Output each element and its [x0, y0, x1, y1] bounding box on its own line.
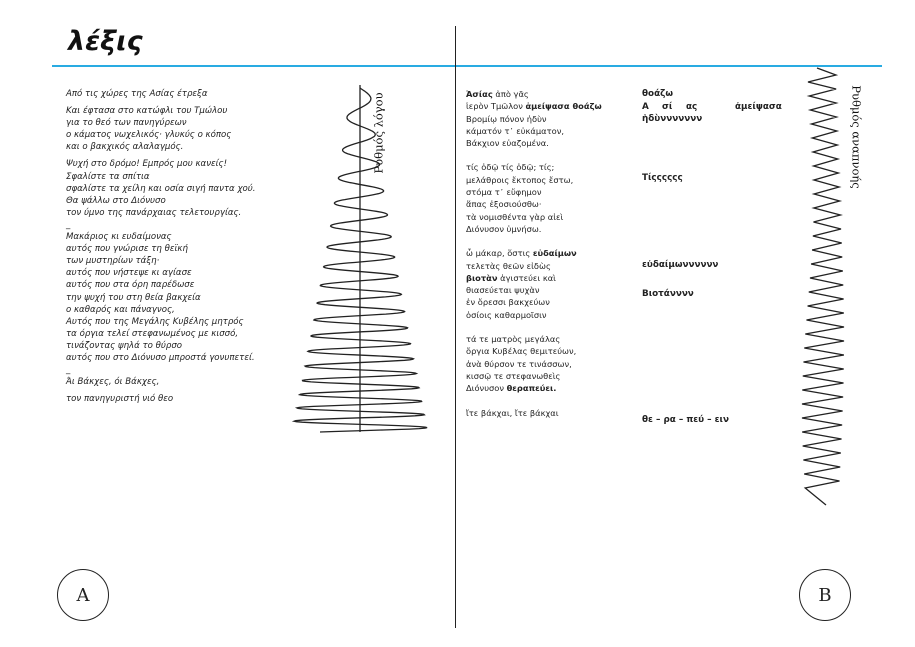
greek-line: στόμα τ᾽ εὔφημον	[466, 187, 542, 198]
poem-line: τον ύμνο της πανάρχαιας τελετουργίας.	[66, 207, 242, 218]
poem-line: τα όργια τελεί στεφανωμένος με κισσό,	[66, 328, 239, 339]
greek-line: ἐν ὄρεσσι βακχεύων	[466, 297, 550, 308]
poem-line: τον πανηγυριστή νιό θεο	[66, 394, 174, 405]
greek-line: τίς ὁδῷ τίς ὁδῷ; τίς;	[466, 162, 555, 173]
greek-line: ὦ μάκαρ, ὅστις εὐδαίμων	[466, 248, 577, 259]
poem-line: την ψυχή του στη θεία βακχεία	[66, 292, 201, 303]
greek-line: τά τε ματρὸς μεγάλας	[466, 334, 561, 345]
poem-line: και ο βακχικός αλαλαγμός.	[66, 142, 184, 153]
poem-line: ο καθαρός και πάναγνος,	[66, 304, 175, 315]
breath-rhythm-label: Ρυθμός αναπνοής	[849, 85, 864, 189]
greek-line: Διόνυσον θεραπεύει.	[466, 383, 557, 394]
greek-line: μελάθροις ἔκτοπος ἔστω,	[466, 174, 574, 185]
note-eudaimon: εὐδαίμωνννννν	[642, 260, 719, 270]
page-title: λέξις	[68, 26, 143, 57]
greek-line: κάματόν τ᾽ εὐκάματον,	[466, 125, 564, 136]
circle-b: B	[799, 569, 851, 621]
note-biotan: Βιοτάνννν	[642, 289, 694, 299]
poem-line: για το θεό των πανηγύρεων	[66, 118, 187, 129]
poem-line: αυτός που γνώρισε τη θεϊκή	[66, 244, 188, 255]
poem-line: Και έφτασα στο κατώφλι του Τμώλου	[66, 106, 228, 117]
greek-line: Βρομίῳ πόνον ἡδὺν	[466, 113, 547, 124]
greek-line: Διόνυσον ὑμνήσω.	[466, 223, 542, 234]
poem-line: ο κάματος νωχελικός· γλυκύς ο κόπος	[66, 130, 232, 141]
poem-line: αυτός που νήστεψε κι αγίασε	[66, 268, 192, 279]
greek-line: θιασεύεται ψυχὰν	[466, 285, 540, 296]
greek-line: Βάκχιον εὐαζομένα.	[466, 138, 549, 149]
greek-line: βιοτὰν ἁγιστεύει καὶ	[466, 272, 556, 283]
poem-line: αυτός που στα όρη παρέδωσε	[66, 280, 195, 291]
speech-rhythm-label: Ρυθμός λόγου	[371, 92, 386, 174]
poem-line: Θα ψάλλω στο Διόνυσο	[66, 195, 166, 206]
greek-line: ὄργια Κυβέλας θεμιτεύων,	[466, 346, 577, 357]
poem-line: τινάζοντας ψηλά το θύρσο	[66, 340, 183, 351]
greek-line: Ἀσίας ἀπὸ γᾶς	[466, 89, 529, 99]
greek-line: ὁσίοις καθαρμοῖσιν	[466, 309, 547, 320]
greek-line: ἅπας ἐξοσιούσθω·	[466, 199, 542, 210]
poem-line: αυτός που στο Διόνυσο μπροστά γονυπετεί.	[66, 352, 255, 363]
poem-line: Ψυχή στο δρόμο! Εμπρός μου κανείς!	[66, 159, 228, 170]
greek-line: τὰ νομισθέντα γὰρ αἰεὶ	[466, 211, 564, 222]
poem-line: Άι Βάκχες, όι Βάκχες,	[66, 377, 160, 388]
poem-line: Αυτός που της Μεγάλης Κυβέλης μητρός	[66, 316, 244, 327]
poem-line: _	[66, 365, 71, 376]
greek-line: ἀνὰ θύρσον τε τινάσσων,	[466, 358, 572, 369]
greek-line: κισσῷ τε στεφανωθεὶς	[466, 370, 561, 381]
poem-line: _	[66, 219, 71, 230]
circle-a: A	[57, 569, 109, 621]
note-thoazo: θοάζω Α σί ας ἀμείψασα ἡδὺννννννν	[642, 89, 782, 125]
poem-line: Από τις χώρες της Ασίας έτρεξα	[66, 89, 208, 99]
greek-line: τελετὰς θεῶν εἰδὼς	[466, 260, 551, 271]
poem-line: των μυστηρίων τάξη·	[66, 256, 160, 267]
greek-line: ἴτε βάκχαι, ἴτε βάκχαι	[466, 407, 559, 418]
poem-line: Μακάριος κι ευδαίμονας	[66, 232, 172, 243]
greek-line: ἱερὸν Τμῶλον ἀμείψασα θοάζω	[466, 101, 602, 112]
note-tis: Τίςςςςςς	[642, 173, 683, 183]
poem-line: Σφαλίστε τα σπίτια	[66, 171, 150, 182]
zigzag-line	[802, 68, 844, 505]
poem-line: σφαλίστε τα χείλη και οσία σιγή παντα χού.	[66, 183, 256, 194]
note-therapeuein: θε – ρα – πεύ – ειν	[642, 415, 729, 425]
